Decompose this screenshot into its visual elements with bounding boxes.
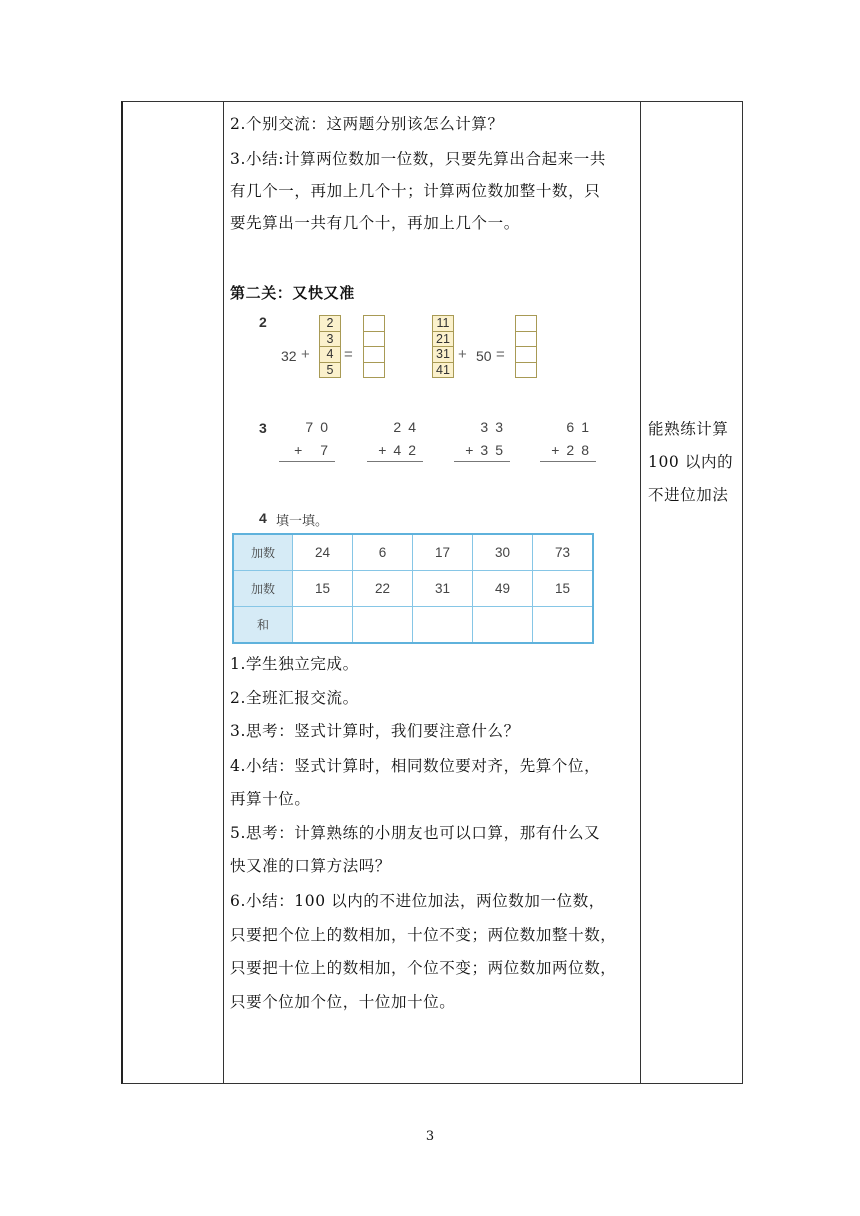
exercise-number: 4 bbox=[259, 510, 267, 526]
goal-line: 100 以内的 bbox=[648, 453, 734, 471]
table-cell: 30 bbox=[473, 534, 533, 571]
equals-sign: = bbox=[496, 346, 505, 363]
answer-cell bbox=[516, 347, 536, 363]
answer-cell bbox=[364, 316, 384, 332]
stack-cell: 41 bbox=[436, 362, 450, 377]
text-line: 2.个别交流：这两题分别该怎么计算？ bbox=[230, 115, 504, 133]
answer-cell bbox=[533, 607, 594, 644]
answer-cell bbox=[364, 332, 384, 348]
stack-cell: 21 bbox=[433, 332, 453, 348]
section-title: 第二关：又快又准 bbox=[230, 284, 355, 302]
text-line: 快又准的口算方法吗？ bbox=[230, 857, 392, 875]
text-line: 1.学生独立完成。 bbox=[230, 655, 359, 673]
equals-sign: = bbox=[344, 346, 353, 363]
answer-cell bbox=[413, 607, 473, 644]
table-cell: 6 bbox=[353, 534, 413, 571]
text-line: 只要把个位上的数相加，十位不变；两位数加整十数， bbox=[230, 926, 617, 944]
answer-cell bbox=[364, 363, 384, 378]
top-operand: 70 bbox=[305, 419, 335, 435]
table-cell: 15 bbox=[533, 571, 594, 607]
table-row bbox=[233, 534, 593, 571]
stack-cell: 2 bbox=[320, 316, 340, 332]
goal-line: 不进位加法 bbox=[648, 486, 729, 504]
stack-cell: 3 bbox=[320, 332, 340, 348]
table-cell: 73 bbox=[533, 534, 594, 571]
vertical-addition bbox=[279, 419, 335, 462]
text-line: 只要个位加个位，十位加十位。 bbox=[230, 993, 456, 1011]
table-cell: 22 bbox=[353, 571, 413, 607]
number-stack bbox=[319, 315, 341, 378]
stack-cell: 11 bbox=[433, 316, 453, 332]
column-divider bbox=[640, 102, 641, 1083]
column-divider bbox=[223, 102, 224, 1083]
text-line: 要先算出一共有几个十，再加上几个一。 bbox=[230, 214, 520, 232]
answer-cell bbox=[473, 607, 533, 644]
table-cell: 15 bbox=[293, 571, 353, 607]
stack-cell: 4 bbox=[320, 347, 340, 363]
answer-cell bbox=[353, 607, 413, 644]
bottom-operand: +28 bbox=[540, 442, 596, 462]
exercise-instruction: 填一填。 bbox=[276, 514, 329, 529]
answer-stack bbox=[515, 315, 537, 378]
exercise-number: 3 bbox=[259, 420, 267, 436]
vertical-addition bbox=[367, 419, 423, 462]
vertical-addition bbox=[454, 419, 510, 462]
text-line: 有几个一，再加上几个十；计算两位数加整十数，只 bbox=[230, 182, 601, 200]
text-line: 6.小结：100 以内的不进位加法，两位数加一位数， bbox=[230, 892, 605, 910]
plus-sign: + bbox=[301, 346, 310, 363]
plus-sign: + bbox=[458, 346, 467, 363]
addend: 50 bbox=[476, 348, 492, 364]
row-label: 加数 bbox=[233, 534, 293, 571]
table-cell: 31 bbox=[413, 571, 473, 607]
text-line: 3.思考：竖式计算时，我们要注意什么？ bbox=[230, 722, 520, 740]
stack-cell: 5 bbox=[326, 362, 334, 377]
answer-cell bbox=[516, 316, 536, 332]
row-label: 和 bbox=[233, 607, 293, 644]
text-line: 4.小结：竖式计算时，相同数位要对齐，先算个位， bbox=[230, 757, 601, 775]
addition-table bbox=[232, 533, 594, 644]
table-row bbox=[233, 607, 593, 644]
answer-cell bbox=[516, 332, 536, 348]
table-cell: 17 bbox=[413, 534, 473, 571]
bottom-operand: +42 bbox=[367, 442, 423, 462]
top-operand: 61 bbox=[566, 419, 596, 435]
number-stack bbox=[432, 315, 454, 378]
top-operand: 24 bbox=[393, 419, 423, 435]
addend: 32 bbox=[281, 348, 297, 364]
text-line: 2.全班汇报交流。 bbox=[230, 689, 359, 707]
bottom-operand: +35 bbox=[454, 442, 510, 462]
answer-cell bbox=[516, 363, 536, 378]
goal-line: 能熟练计算 bbox=[648, 420, 729, 438]
row-label: 加数 bbox=[233, 571, 293, 607]
answer-cell bbox=[293, 607, 353, 644]
text-line: 5.思考：计算熟练的小朋友也可以口算，那有什么又 bbox=[230, 824, 601, 842]
table-row bbox=[233, 571, 593, 607]
bottom-operand: + 7 bbox=[279, 442, 335, 462]
page-number: 3 bbox=[425, 1129, 435, 1144]
answer-cell bbox=[364, 347, 384, 363]
text-line: 再算十位。 bbox=[230, 790, 311, 808]
answer-stack bbox=[363, 315, 385, 378]
vertical-addition bbox=[540, 419, 596, 462]
table-cell: 49 bbox=[473, 571, 533, 607]
text-line: 只要把十位上的数相加，个位不变；两位数加两位数， bbox=[230, 959, 617, 977]
stack-cell: 31 bbox=[433, 347, 453, 363]
exercise-number: 2 bbox=[259, 314, 267, 330]
text-line: 3.小结:计算两位数加一位数，只要先算出合起来一共 bbox=[230, 150, 607, 168]
top-operand: 33 bbox=[480, 419, 510, 435]
table-cell: 24 bbox=[293, 534, 353, 571]
